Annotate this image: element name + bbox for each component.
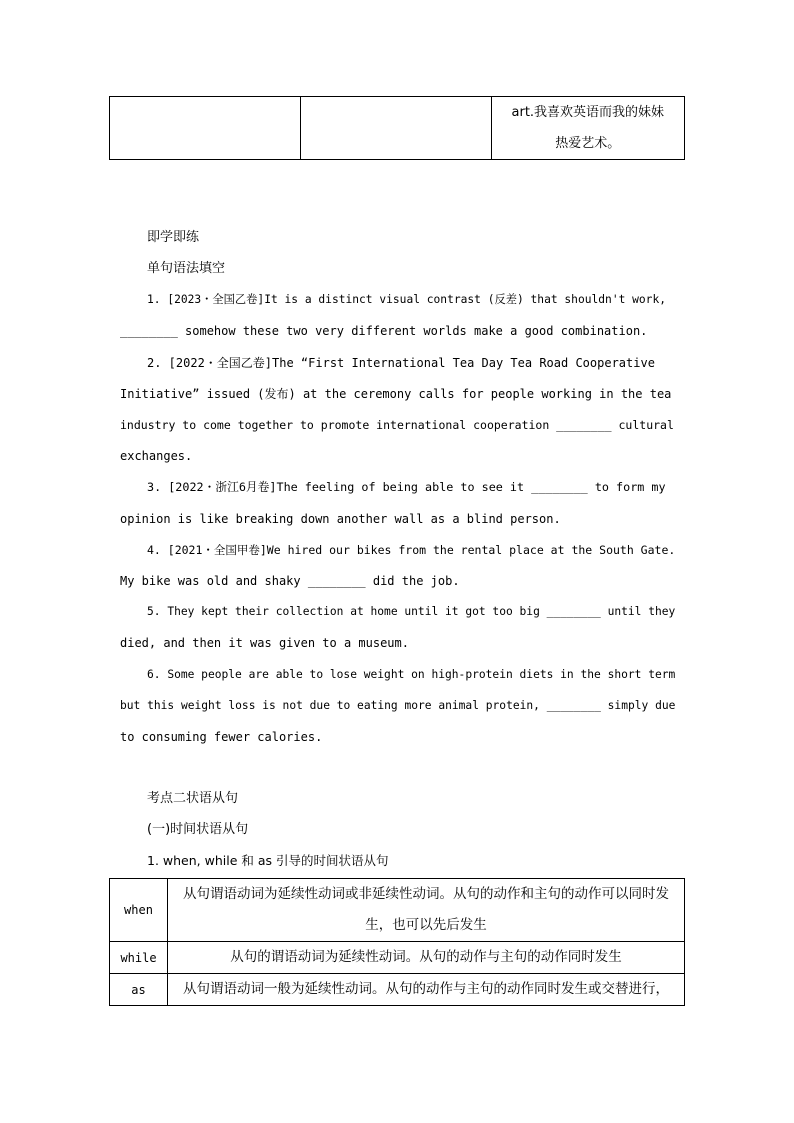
q4-line-1: 4. [2021・全国甲卷]We hired our bikes from the rental place at the South Gate. [147,543,676,557]
clause-description-line: 生，也可以先后发生 [365,917,487,933]
clause-key: when [110,879,168,942]
clause-key: as [110,974,168,1006]
q5-line-2: died, and then it was given to a museum. [120,636,409,650]
practice-heading: 即学即练 [147,230,200,245]
vocab-table [109,96,685,160]
q2-line-2: Initiative” issued (发布) at the ceremony calls for people working in the tea [120,387,672,401]
q2-line-1: 2. [2022・全国乙卷]The “First International Tea Day Tea Road Cooperative [147,356,655,370]
section-item-1: 1. when, while 和 as 引导的时间状语从句 [147,853,389,868]
section-subtitle: (一)时间状语从句 [147,822,249,837]
table-cell-empty-1 [110,97,301,160]
table-row [110,879,685,942]
translation-line-2: 热爱艺术。 [555,136,621,151]
q6-line-2: but this weight loss is not due to eating more animal protein, ________ simply due [120,699,676,712]
clause-description-line: 从句谓语动词为延续性动词或非延续性动词。从句的动作和主句的动作可以同时发 [183,886,669,902]
q5-line-1: 5. They kept their collection at home until it got too big ________ until they [147,605,676,618]
q1-line-1: 1. [2023・全国乙卷]It is a distinct visual contrast (反差) that shouldn't work, [147,293,666,306]
clause-key: while [110,942,168,974]
clause-description [168,879,685,942]
translation-line-1: art.我喜欢英语而我的妹妹 [511,105,665,120]
q3-line-1: 3. [2022・浙江6月卷]The feeling of being able to see it ________ to form my [147,480,666,494]
clause-description [168,974,685,1006]
section-title: 考点二状语从句 [147,791,239,806]
q6-line-3: to consuming fewer calories. [120,730,323,744]
q2-line-4: exchanges. [120,449,193,463]
q4-line-2: My bike was old and shaky ________ did the job. [120,574,460,588]
table-cell-empty-2 [301,97,491,160]
q6-line-1: 6. Some people are able to lose weight on high-protein diets in the short term [147,668,676,681]
q3-line-2: opinion is like breaking down another wall as a blind person. [120,512,561,526]
table-row [110,942,685,974]
clause-description-line: 从句的谓语动词为延续性动词。从句的动作与主句的动作同时发生 [230,949,622,965]
clause-description [168,942,685,974]
clause-description-line: 从句谓语动词一般为延续性动词。从句的动作与主句的动作同时发生或交替进行， [183,981,669,997]
practice-subheading: 单句语法填空 [147,261,226,276]
clause-table [109,878,685,1006]
table-cell-translation [491,97,684,160]
table-row [110,974,685,1006]
q2-line-3: industry to come together to promote international cooperation ________ cultural [120,418,674,432]
q1-line-2: ________ somehow these two very different worlds make a good combination. [120,324,648,338]
